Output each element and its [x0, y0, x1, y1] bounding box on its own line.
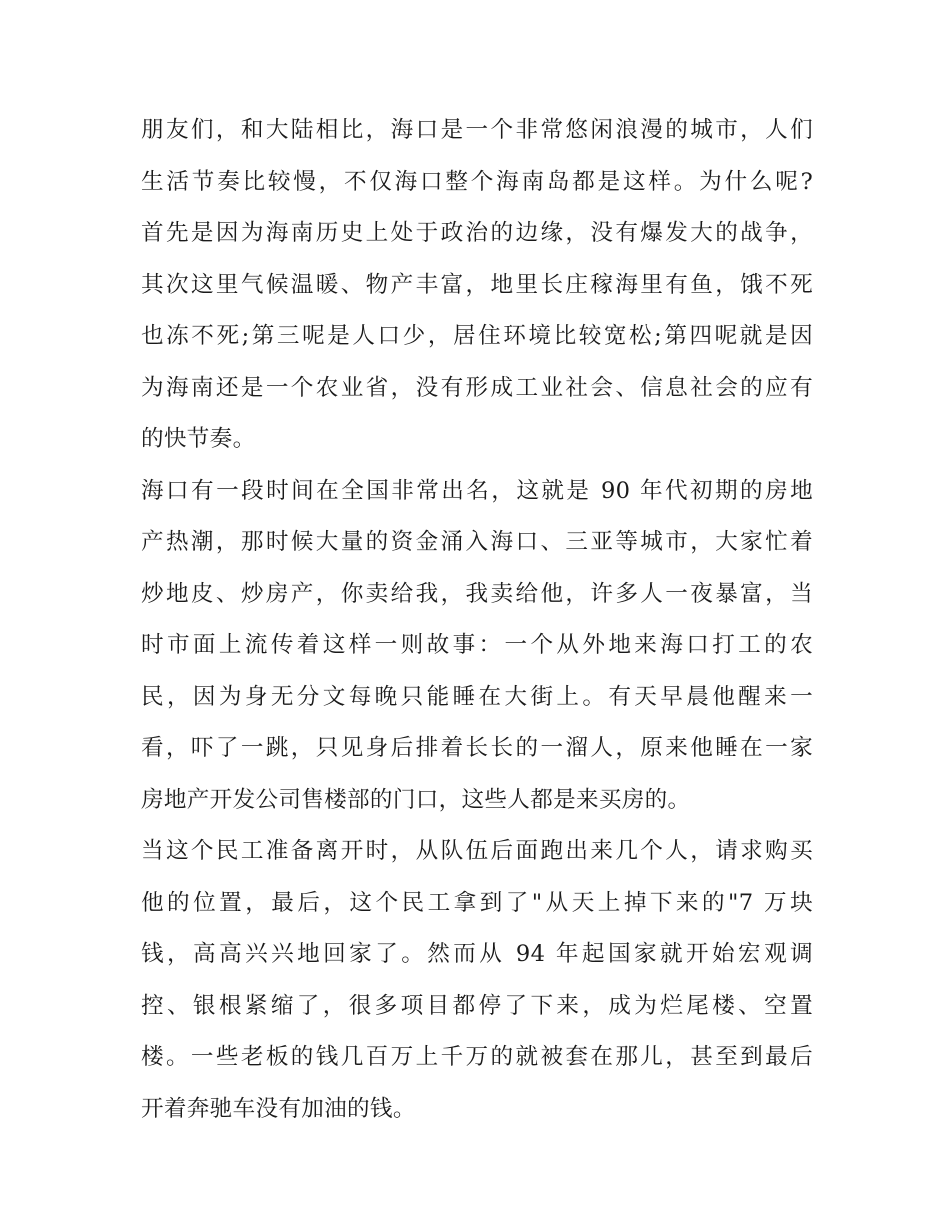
text-line: 钱，高高兴兴地回家了。然而从 94 年起国家就开始宏观调: [141, 941, 813, 967]
text-line: 为海南还是一个农业省，没有形成工业社会、信息社会的应有: [141, 374, 813, 401]
text-line: 海口有一段时间在全国非常出名，这就是 90 年代初期的房地: [141, 477, 813, 504]
text-line: 的快节奏。: [141, 426, 256, 452]
text-line: 当这个民工准备离开时，从队伍后面跑出来几个人，请求购买: [141, 838, 813, 864]
text-line: 看，吓了一跳，只见身后排着长长的一溜人，原来他睡在一家: [141, 735, 813, 761]
text-line: 其次这里气候温暖、物产丰富，地里长庄稼海里有鱼，饿不死: [141, 271, 813, 298]
text-line: 朋友们，和大陆相比，海口是一个非常悠闲浪漫的城市，人们: [141, 117, 813, 143]
text-line: 也冻不死;第三呢是人口少，居住环境比较宽松;第四呢就是因: [141, 323, 813, 349]
text-line: 开着奔驰车没有加油的钱。: [141, 1095, 416, 1122]
paragraph-3: [141, 826, 813, 1135]
text-line: 控、银根紧缩了，很多项目都停了下来，成为烂尾楼、空置: [141, 992, 813, 1019]
text-line: 时市面上流传着这样一则故事：一个从外地来海口打工的农: [141, 632, 813, 658]
text-line: 房地产开发公司售楼部的门口，这些人都是来买房的。: [141, 786, 691, 813]
text-line: 他的位置，最后，这个民工拿到了"从天上掉下来的"7 万块: [141, 889, 813, 916]
paragraph-1: [141, 105, 813, 466]
paragraph-2: [141, 466, 813, 827]
text-line: 民，因为身无分文每晚只能睡在大街上。有天早晨他醒来一: [141, 683, 813, 710]
text-line: 产热潮，那时候大量的资金涌入海口、三亚等城市，大家忙着: [141, 529, 813, 555]
document-body: [141, 105, 813, 1135]
text-line: 生活节奏比较慢，不仅海口整个海南岛都是这样。为什么呢?: [141, 168, 813, 195]
text-line: 首先是因为海南历史上处于政治的边缘，没有爆发大的战争，: [141, 220, 813, 246]
text-line: 炒地皮、炒房产，你卖给我，我卖给他，许多人一夜暴富，当: [141, 580, 813, 607]
text-line: 楼。一些老板的钱几百万上千万的就被套在那儿，甚至到最后: [141, 1044, 813, 1070]
